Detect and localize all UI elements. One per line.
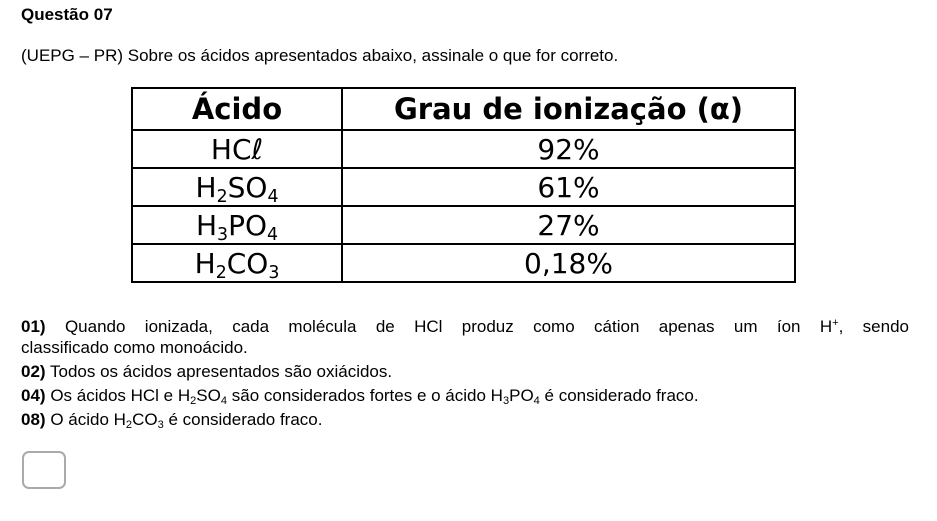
answer-options [21,316,909,433]
question-statement: (UEPG – PR) Sobre os ácidos apresentados abaixo, assinale o que for correto. [21,46,619,65]
table-row [132,168,795,206]
ionization-value: 92% [342,130,795,168]
header-acid: Ácido [132,88,342,130]
question-title: Questão 07 [21,5,113,24]
acid-formula: $H_2SO_4$ [132,168,342,206]
option-01: 01) Quando ionizada, cada molécula de HCl produz como cátion apenas um íon H+, sendo classificado como monoácido. [21,316,909,357]
header-ionization-degree: Grau de ionização (α) [342,88,795,130]
table-row [132,244,795,282]
table-row [132,206,795,244]
acid-formula: $H_3PO_4$ [132,206,342,244]
option-04: 04) Os ácidos HCl e $H_2SO_4$ são considerados fortes e o ácido $H_3PO_4$ é considerado fraco. [21,386,699,407]
option-02: 02) Todos os ácidos apresentados são oxiácidos. [21,362,393,381]
ionization-value: 61% [342,168,795,206]
answer-checkbox[interactable] [22,451,66,489]
acid-formula: HCℓ [132,130,342,168]
option-08: 08) O ácido $H_2CO_3$ é considerado fraco. [21,410,323,431]
table-row [132,130,795,168]
table-header-row [132,88,795,130]
ionization-value: 27% [342,206,795,244]
acid-ionization-table [131,87,796,283]
ionization-value: 0,18% [342,244,795,282]
acid-formula: $H_2CO_3$ [132,244,342,282]
